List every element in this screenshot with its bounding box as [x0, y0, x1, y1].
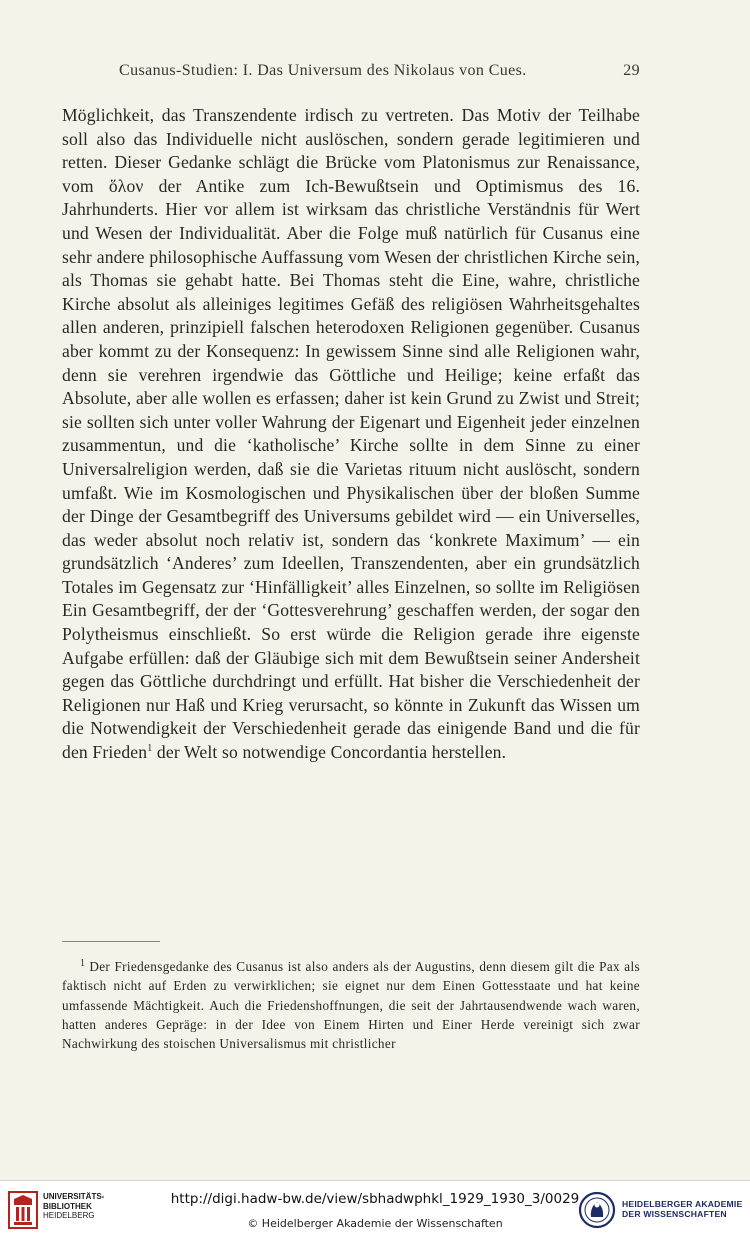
body-text-before-note: Möglichkeit, das Transzendente irdisch zu vertreten. Das Motiv der Teilhabe soll also das Individuelle nicht auslöschen, sondern gerade legitimieren und retten. Dieser Gedanke schlägt die Brücke vom Platonismus zur Renaissance, vom ὅλον der Antike zum Ich-Bewußtsein und Optimismus des 16. Jahrhunderts. Hier vor allem ist wirksam das christliche Verständnis für Wert und Wesen der Individualität. Aber die Folge muß natürlich für Cusanus eine sehr andere philosophische Auffassung vom Wesen der christlichen Kirche sein, als Thomas sie gehabt hatte. Bei Thomas steht die Eine, wahre, christliche Kirche absolut als alleiniges legitimes Gefäß des religiösen Wahrheitsgehaltes allen anderen, prinzipiell falschen heterodoxen Religionen gegenüber. Cusanus aber kommt zu der Konsequenz: In gewissem Sinne sind alle Religionen wahr, denn sie verehren irgendwie das Göttliche und Heilige; keine erfaßt das Absolute, aber alle wollen es erfassen; daher ist kein Grund zu Zwist und Streit; sie sollten sich unter voller Wahrung der Eigenart und Eigenheit jeder einzelnen zusammentun, und die ‘katholische’ Kirche sollte in dem Sinne zu einer Universalreligion werden, daß sie die Varietas rituum nicht auslöscht, sondern umfaßt. Wie im Kosmologischen und Physikalischen über der bloßen Summe der Dinge der Gesamtbegriff des Universums gebildet wird — ein Universelles, das weder absolut noch relativ ist, sondern das ‘konkrete Maximum’ — ein grundsätzlich ‘Anderes’ zum Ideellen, Transzendenten, aber ein grundsätzlich Totales im Gegensatz zur ‘Hinfälligkeit’ alles Einzelnen, so sollte im Religiösen Ein Gesamtbegriff, der der ‘Gottesverehrung’ geschaffen werden, der sogar den Polytheismus einschließt. So erst würde die Religion gerade ihre eigenste Aufgabe erfüllen: daß der Gläubige sich mit dem Bewußtsein seiner Andersheit gegen das Göttliche durchdringt und erfüllt. Hat bisher die Verschiedenheit der Religionen nur Haß und Krieg verursacht, so könnte in Zukunft das Wissen um die Notwendigkeit der Verschiedenheit gerade das einigende Band und die für den Frieden [62, 105, 640, 763]
main-text [62, 104, 640, 765]
footnote-reference[interactable]: 1 [147, 743, 153, 755]
academy-name-line2: DER WISSENSCHAFTEN [622, 1209, 727, 1219]
running-title: Cusanus-Studien: I. Das Universum des Nikolaus von Cues. [119, 62, 527, 79]
footnote-text: Der Friedensgedanke des Cusanus ist also anders als der Augustins, denn diesem gilt die Pax als faktisch nicht auf Erden zu verwirklichen; sie eignet nur dem Einen Gottesstaate und hat keine umfassende Mächtigkeit. Auch die Friedenshoffnungen, die seit der Jahrtausendwende wach waren, hatten anderes Gepräge: in der Idee von Einem Hirten und Einer Herde vereinigt sich zwar Nachwirkung des stoischen Universalismus mit christlicher [62, 959, 640, 1052]
academy-seal-icon[interactable] [578, 1190, 616, 1234]
document-url-link[interactable]: http://digi.hadw-bw.de/view/sbhadwphkl_1929_1930_3/0029 [170, 1191, 580, 1207]
page-number: 29 [623, 62, 640, 79]
academy-name [622, 1199, 742, 1219]
body-paragraph [62, 104, 640, 765]
footnote-divider [62, 941, 160, 942]
footnote [62, 957, 640, 1053]
library-name-line1: UNIVERSITÄTS- [43, 1192, 105, 1201]
viewer-footer [0, 1180, 750, 1239]
academy-name-line1: HEIDELBERGER AKADEMIE [622, 1199, 743, 1209]
library-name-line3: HEIDELBERG [43, 1211, 95, 1220]
copyright-notice: © Heidelberger Akademie der Wissenschaften [247, 1217, 503, 1230]
library-name-line2: BIBLIOTHEK [43, 1201, 92, 1211]
footnote-number: 1 [80, 957, 86, 969]
body-text-after-note: der Welt so notwendige Concordantia herstellen. [152, 742, 507, 763]
